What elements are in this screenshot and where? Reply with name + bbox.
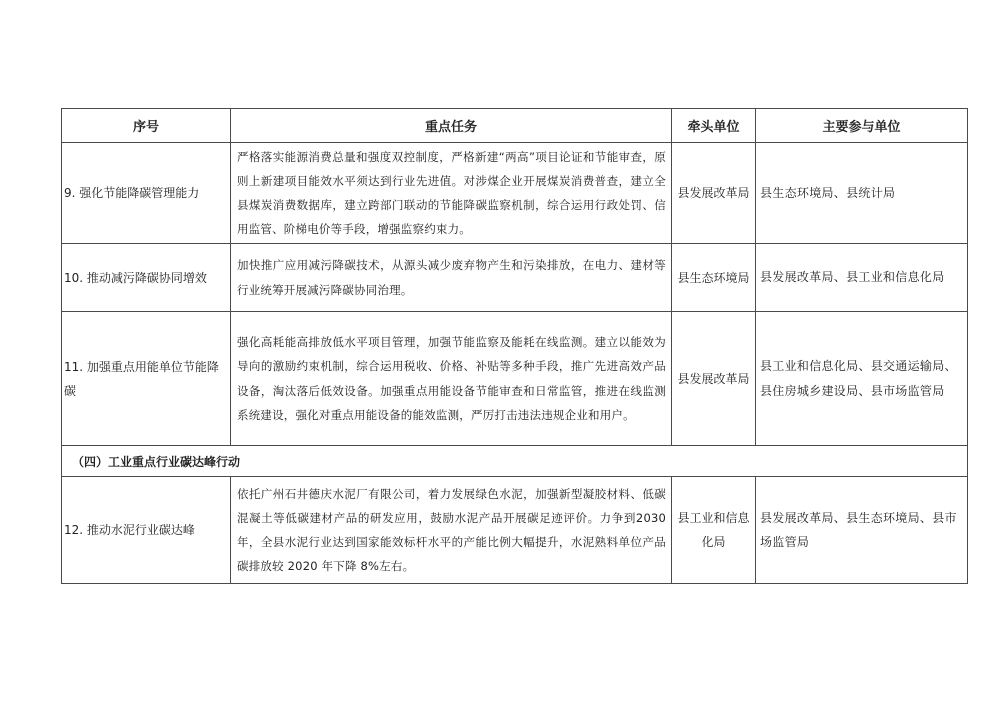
row-participants: 县发展改革局、县生态环境局、县市场监管局 <box>756 477 968 584</box>
row-task: 严格落实能源消费总量和强度双控制度，严格新建“两高”项目论证和节能审查，原则上新建项目能效水平须达到行业先进值。对涉煤企业开展煤炭消费普查，建立全县煤炭消费数据库，建立跨部门联动的节能降碳监察机制，综合运用行政处罚、信用监管、阶梯电价等手段，增强监察约束力。 <box>231 143 672 244</box>
table-row <box>62 143 968 244</box>
row-lead: 县工业和信息化局 <box>672 477 756 584</box>
row-seq: 11. 加强重点用能单位节能降碳 <box>62 312 231 446</box>
row-lead: 县发展改革局 <box>672 312 756 446</box>
header-seq: 序号 <box>62 109 231 143</box>
row-lead: 县生态环境局 <box>672 244 756 312</box>
section-row <box>62 446 968 477</box>
row-lead: 县发展改革局 <box>672 143 756 244</box>
row-task: 加快推广应用减污降碳技术，从源头减少废弃物产生和污染排放，在电力、建材等行业统筹开展减污降碳协同治理。 <box>231 244 672 312</box>
table-row <box>62 477 968 584</box>
table-row <box>62 312 968 446</box>
section-heading: （四）工业重点行业碳达峰行动 <box>62 446 968 477</box>
table-header-row <box>62 109 968 143</box>
row-participants: 县生态环境局、县统计局 <box>756 143 968 244</box>
row-task: 强化高耗能高排放低水平项目管理，加强节能监察及能耗在线监测。建立以能效为导向的激励约束机制，综合运用税收、价格、补贴等多种手段，推广先进高效产品设备，淘汰落后低效设备。加强重点用能设备节能审查和日常监管，推进在线监测系统建设，强化对重点用能设备的能效监测，严厉打击违法违规企业和用户。 <box>231 312 672 446</box>
row-participants: 县工业和信息化局、县交通运输局、县住房城乡建设局、县市场监管局 <box>756 312 968 446</box>
row-seq: 10. 推动减污降碳协同增效 <box>62 244 231 312</box>
header-lead: 牵头单位 <box>672 109 756 143</box>
key-tasks-table <box>61 108 968 584</box>
row-task: 依托广州石井德庆水泥厂有限公司，着力发展绿色水泥，加强新型凝胶材料、低碳混凝土等低碳建材产品的研发应用，鼓励水泥产品开展碳足迹评价。力争到2030 年，全县水泥行业达到国家能效标杆水平的产能比例大幅提升，水泥熟料单位产品碳排放较 2020 年下降 8%左右。 <box>231 477 672 584</box>
table-row <box>62 244 968 312</box>
header-participants: 主要参与单位 <box>756 109 968 143</box>
row-seq: 9. 强化节能降碳管理能力 <box>62 143 231 244</box>
row-participants: 县发展改革局、县工业和信息化局 <box>756 244 968 312</box>
header-task: 重点任务 <box>231 109 672 143</box>
row-seq: 12. 推动水泥行业碳达峰 <box>62 477 231 584</box>
